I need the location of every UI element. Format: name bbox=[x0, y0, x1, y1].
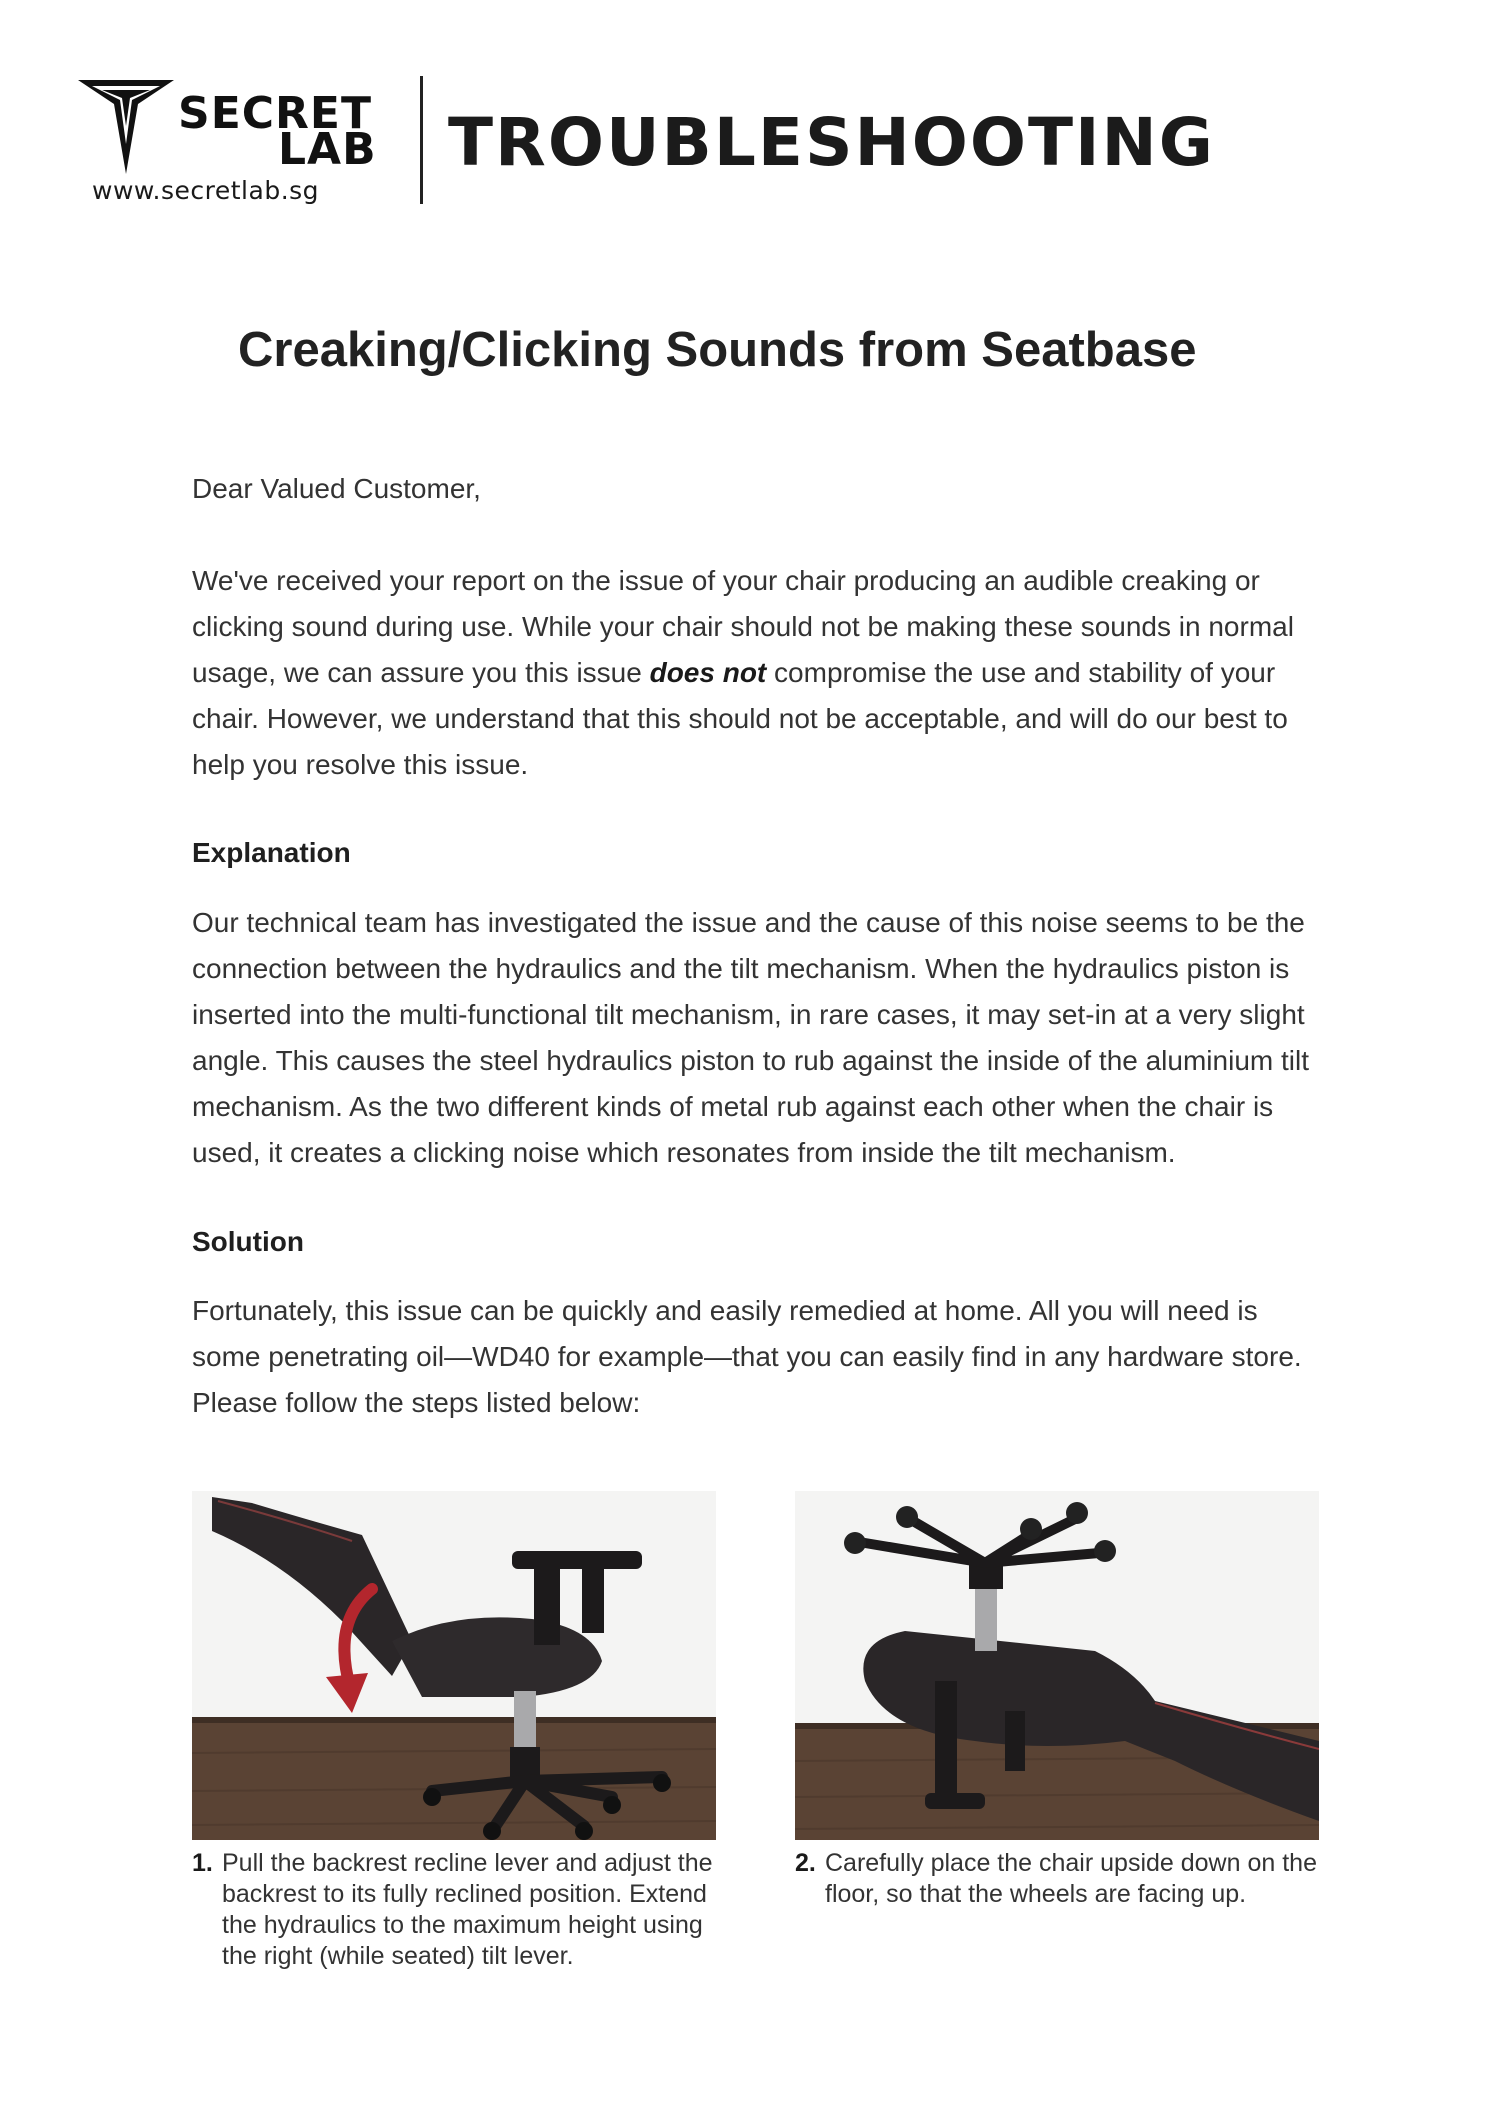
step-1-photo bbox=[192, 1491, 716, 1840]
reclined-chair-illustration bbox=[192, 1491, 716, 1840]
intro-emphasis: does not bbox=[649, 657, 767, 688]
intro-text-after: compromise the use and stability of your chair. However, we understand that this should not be acceptable, and will do our best to help you resolve this issue. bbox=[192, 657, 1288, 780]
step-2-number: 2. bbox=[795, 1849, 816, 1877]
solution-paragraph: Fortunately, this issue can be quickly and easily remedied at home. All you will need is some penetrating oil—WD40 for example—that you can easily find in any hardware store. Please follow the steps listed below: bbox=[192, 1295, 1302, 1418]
intro-paragraph bbox=[192, 558, 1322, 788]
step-1-caption bbox=[192, 1848, 732, 1972]
explanation-heading: Explanation bbox=[192, 837, 351, 868]
brand-name-line-1: SECRET bbox=[178, 88, 372, 139]
greeting: Dear Valued Customer, bbox=[192, 473, 481, 504]
brand-url: www.secretlab.sg bbox=[92, 176, 320, 205]
step-2-photo bbox=[795, 1491, 1319, 1840]
step-2-text: Carefully place the chair upside down on the floor, so that the wheels are facing up. bbox=[825, 1849, 1317, 1908]
header-divider bbox=[420, 76, 423, 204]
section-title: TROUBLESHOOTING bbox=[448, 104, 1215, 181]
page-title: Creaking/Clicking Sounds from Seatbase bbox=[238, 323, 1197, 377]
secretlab-logo-icon bbox=[78, 74, 174, 178]
page-header bbox=[78, 72, 1228, 212]
solution-heading: Solution bbox=[192, 1226, 304, 1257]
step-1-text: Pull the backrest recline lever and adjust the backrest to its fully reclined position. Extend the hydraulics to the maximum height using the right (while seated) tilt lever. bbox=[222, 1849, 713, 1970]
upside-down-chair-illustration bbox=[795, 1491, 1319, 1840]
explanation-paragraph: Our technical team has investigated the issue and the cause of this noise seems to be the connection between the hydraulics and the tilt mechanism. When the hydraulics piston is inserted into the multi-functional tilt mechanism, in rare cases, it may set-in at a very slight angle. This causes the steel hydraulics piston to rub against the inside of the aluminium tilt mechanism. As the two different kinds of metal rub against each other when the chair is used, it creates a clicking noise which resonates from inside the tilt mechanism. bbox=[192, 907, 1309, 1168]
step-2-caption bbox=[795, 1848, 1325, 1910]
intro-text-before: We've received your report on the issue of your chair producing an audible creaking or clicking sound during use. While your chair should not be making these sounds in normal usage, we can assure you this issue bbox=[192, 565, 1294, 688]
step-1-number: 1. bbox=[192, 1849, 213, 1877]
brand-name-line-2: LAB bbox=[278, 124, 377, 175]
